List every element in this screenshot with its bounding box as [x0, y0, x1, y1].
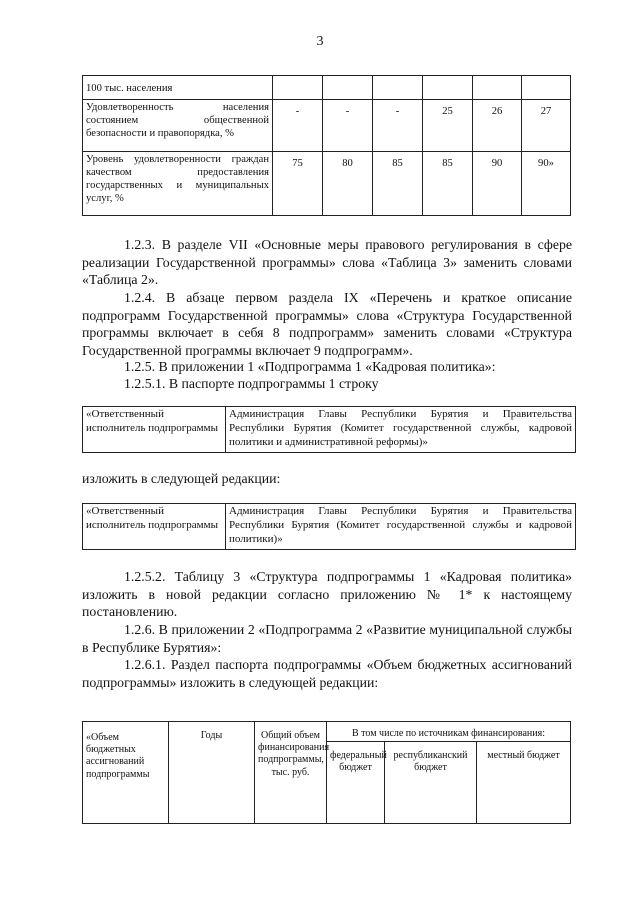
table-cell	[522, 76, 571, 100]
budget-header-volume: «Объем бюджетных ассигнований подпрограммы	[83, 722, 169, 824]
row-label: 100 тыс. населения	[83, 76, 273, 100]
budget-header-sources: В том числе по источникам финансирования:	[327, 722, 571, 742]
row-label: Уровень удовлетворенности граждан качеством предоставления государственных и муниципальных услуг, %	[83, 152, 273, 216]
paragraph-edit-note: изложить в следующей редакции:	[82, 471, 281, 486]
paragraph-1-2-6-1: 1.2.6.1. Раздел паспорта подпрограммы «Объем бюджетных ассигнований подпрограммы» изложить в следующей редакции:	[82, 657, 572, 690]
paragraph-1-2-5-1: 1.2.5.1. В паспорте подпрограммы 1 строку	[124, 376, 379, 391]
table-row	[83, 152, 571, 216]
passport-value: Администрация Главы Республики Бурятия и Правительства Республики Бурятия (Комитет государственной службы, кадровой политики и административной реформы)»	[226, 407, 576, 453]
passport-old-row	[82, 406, 576, 453]
table-cell	[323, 76, 373, 100]
table-cell	[473, 76, 522, 100]
table-cell	[373, 76, 423, 100]
table-cell: 85	[373, 152, 423, 216]
row-label: Удовлетворенность населения состоянием общественной безопасности и правопорядка, %	[83, 100, 273, 152]
table-row	[83, 722, 571, 742]
budget-header-local: местный бюджет	[477, 742, 571, 824]
paragraph-1-2-4: 1.2.4. В абзаце первом раздела IX «Перечень и краткое описание подпрограмм Государственной программы» слова «Структура Государственной программы включает в себя 8 подпрограмм» заменить словами «Структура Государственной программы включает 9 подпрограмм».	[82, 290, 572, 358]
table-cell	[273, 76, 323, 100]
table-cell: -	[323, 100, 373, 152]
table-cell: 25	[423, 100, 473, 152]
budget-header-total: Общий объем финансирования подпрограммы, тыс. руб.	[255, 722, 327, 824]
table-cell: -	[373, 100, 423, 152]
passport-label: «Ответственный исполнитель подпрограммы	[83, 407, 226, 453]
table-cell: 90»	[522, 152, 571, 216]
budget-header-republic: республиканский бюджет	[385, 742, 477, 824]
paragraph-1-2-3: 1.2.3. В разделе VII «Основные меры правового регулирования в сфере реализации Государственной программы» слова «Таблица 3» заменить словами «Таблица 2».	[82, 237, 572, 287]
table-cell: 85	[423, 152, 473, 216]
budget-header-federal: федеральный бюджет	[327, 742, 385, 824]
paragraph-1-2-5: 1.2.5. В приложении 1 «Подпрограмма 1 «Кадровая политика»:	[124, 359, 496, 374]
passport-value: Администрация Главы Республики Бурятия и Правительства Республики Бурятия (Комитет государственной службы и кадровой политики)»	[226, 504, 576, 550]
table-cell: -	[273, 100, 323, 152]
indicators-table	[82, 75, 571, 216]
table-cell: 90	[473, 152, 522, 216]
page-number: 3	[316, 34, 324, 49]
table-row	[83, 76, 571, 100]
table-cell: 80	[323, 152, 373, 216]
table-cell: 75	[273, 152, 323, 216]
budget-header-years: Годы	[169, 722, 255, 824]
paragraph-1-2-6: 1.2.6. В приложении 2 «Подпрограмма 2 «Развитие муниципальной службы в Республике Бурятия»:	[82, 622, 572, 655]
passport-new-row	[82, 503, 576, 550]
budget-table	[82, 721, 571, 824]
table-cell: 27	[522, 100, 571, 152]
table-row	[83, 100, 571, 152]
passport-label: «Ответственный исполнитель подпрограммы	[83, 504, 226, 550]
paragraph-1-2-5-2: 1.2.5.2. Таблицу 3 «Структура подпрограммы 1 «Кадровая политика» изложить в новой редакции согласно приложению № 1* к настоящему постановлению.	[82, 569, 572, 619]
table-cell: 26	[473, 100, 522, 152]
table-cell	[423, 76, 473, 100]
